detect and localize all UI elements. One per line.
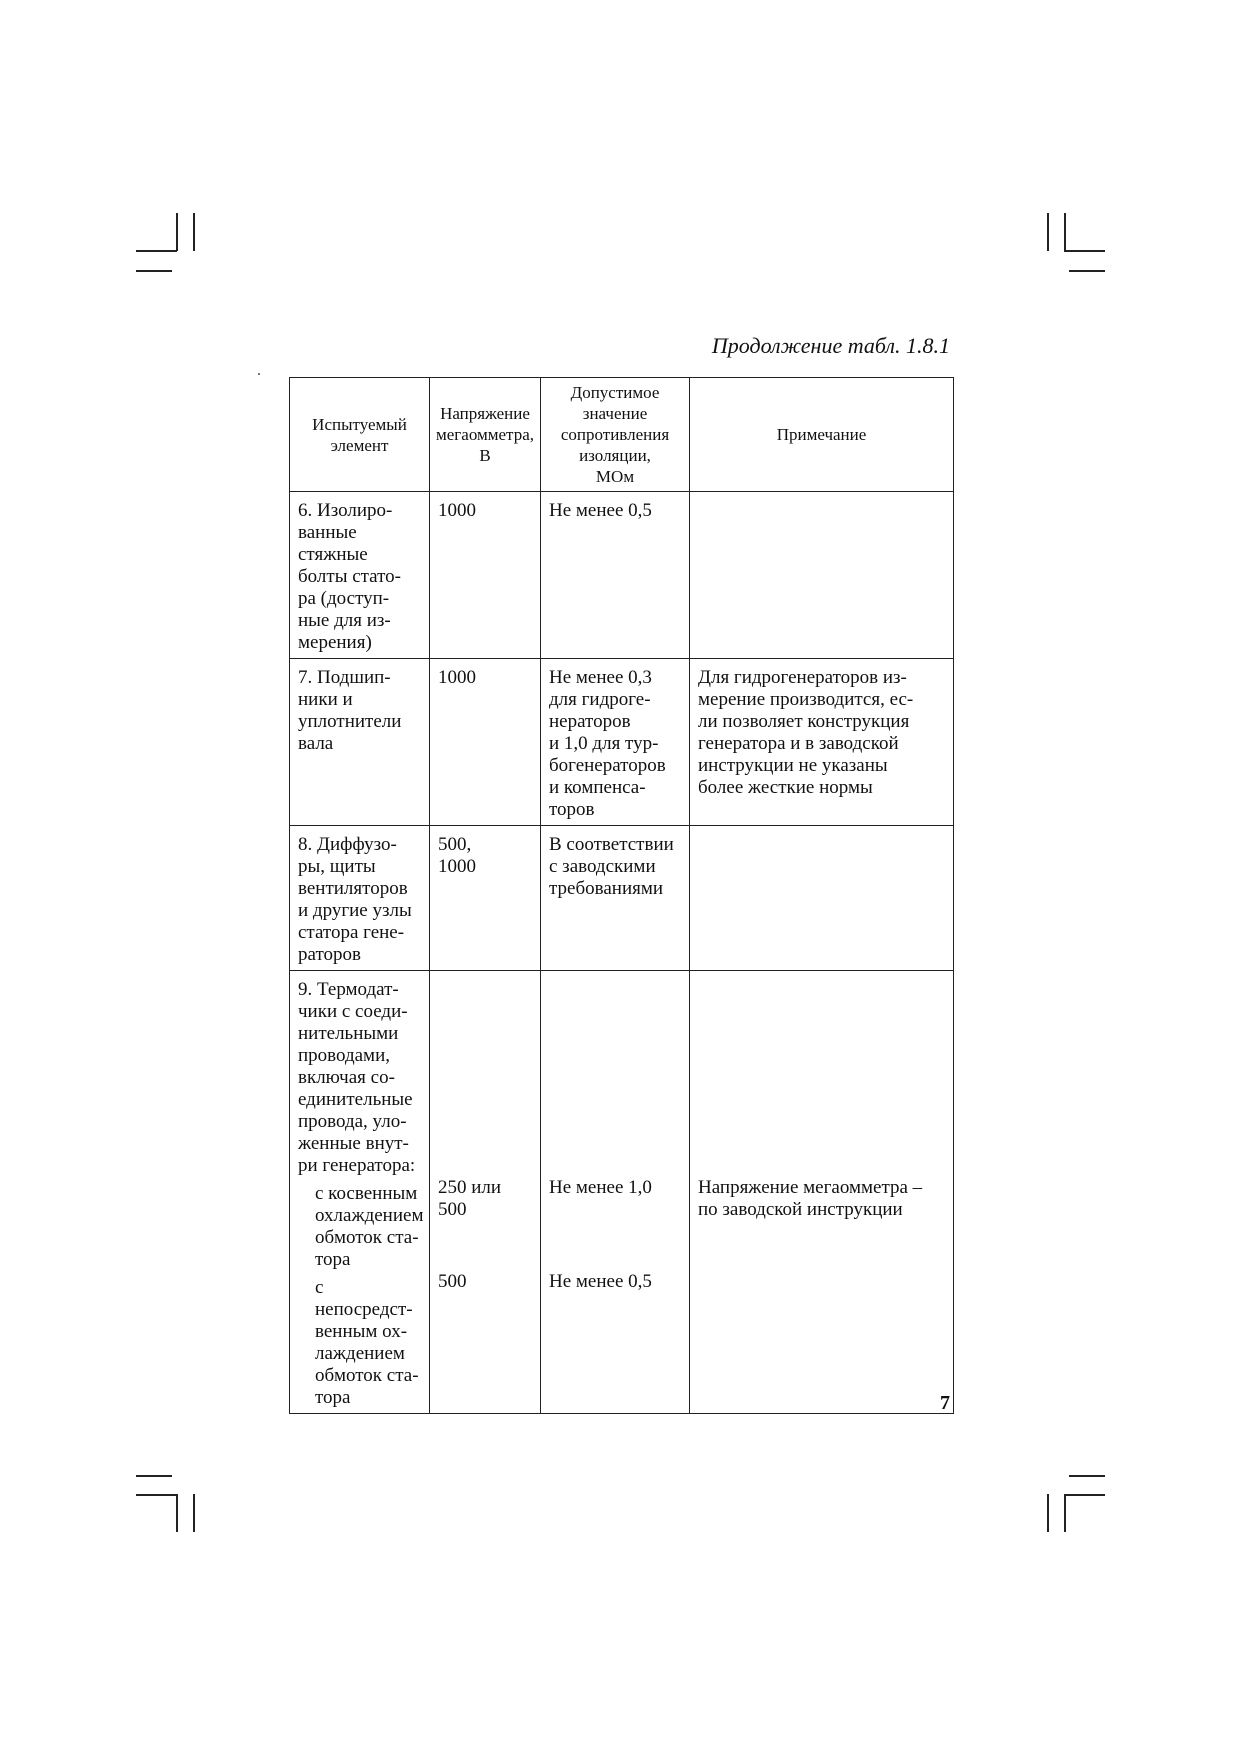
page-number: 7 [940,1392,950,1414]
crop-mark [136,1494,177,1496]
table-row [290,971,954,1414]
voltage-subvalue: 250 или 500 [438,1177,502,1220]
insulation-table [289,377,954,1414]
header-voltage: Напряжение мегаомметра, В [430,378,541,492]
table-row [290,659,954,826]
crop-mark [1064,250,1105,252]
crop-mark [136,270,172,272]
crop-mark [1064,213,1066,251]
crop-mark [1047,1494,1049,1532]
note-cell: Для гидрогенераторов из- мерение производится, ес- ли позволяет конструкция генератора и в заводской инструкции не указаны более жесткие нормы [690,659,954,826]
element-cell [290,971,430,1414]
voltage-cell: 1000 [430,659,541,826]
note-cell [690,492,954,659]
header-element: Испытуемый элемент [290,378,430,492]
element-cell: 6. Изолиро- ванные стяжные болты стато- ра (доступ- ные для из- мерения) [290,492,430,659]
crop-mark [1069,1475,1105,1477]
note-cell [690,971,954,1414]
note-subvalue: Напряжение мегаомметра – по заводской инструкции [698,1177,923,1220]
header-row [290,378,954,492]
value-subvalue: Не менее 0,5 [549,1271,652,1292]
crop-mark [193,213,195,251]
header-note: Примечание [690,378,954,492]
table-row [290,826,954,971]
element-subitem: с непосредст- венным ох- лаждением обмоток ста- тора [315,1277,419,1408]
crop-mark [1064,1494,1105,1496]
table-row [290,492,954,659]
stray-dot [258,373,260,375]
voltage-subvalue: 500 [438,1271,467,1292]
voltage-cell [430,971,541,1414]
crop-mark [176,213,178,251]
crop-mark [1069,270,1105,272]
crop-mark [193,1494,195,1532]
value-cell: Не менее 0,3 для гидроге- нераторов и 1,0 для тур- богенераторов и компенса- торов [541,659,690,826]
voltage-cell: 500, 1000 [430,826,541,971]
note-cell [690,826,954,971]
value-cell: В соответствии с заводскими требованиями [541,826,690,971]
value-cell: Не менее 0,5 [541,492,690,659]
element-subitem: с косвенным охлаждением обмоток ста- тора [315,1183,424,1270]
crop-mark [136,1475,172,1477]
header-value: Допустимое значение сопротивления изоляции, МОм [541,378,690,492]
crop-mark [136,250,177,252]
crop-mark [1047,213,1049,251]
element-cell: 8. Диффузо- ры, щиты вентиляторов и другие узлы статора гене- раторов [290,826,430,971]
value-cell [541,971,690,1414]
table-caption: Продолжение табл. 1.8.1 [711,333,950,358]
value-subvalue: Не менее 1,0 [549,1177,652,1198]
element-group-label: 9. Термодат- чики с соеди- нительными проводами, включая со- единительные провода, уло- женные внут- ри генератора: [298,979,416,1176]
voltage-cell: 1000 [430,492,541,659]
crop-mark [176,1494,178,1532]
element-cell: 7. Подшип- ники и уплотнители вала [290,659,430,826]
crop-mark [1064,1494,1066,1532]
